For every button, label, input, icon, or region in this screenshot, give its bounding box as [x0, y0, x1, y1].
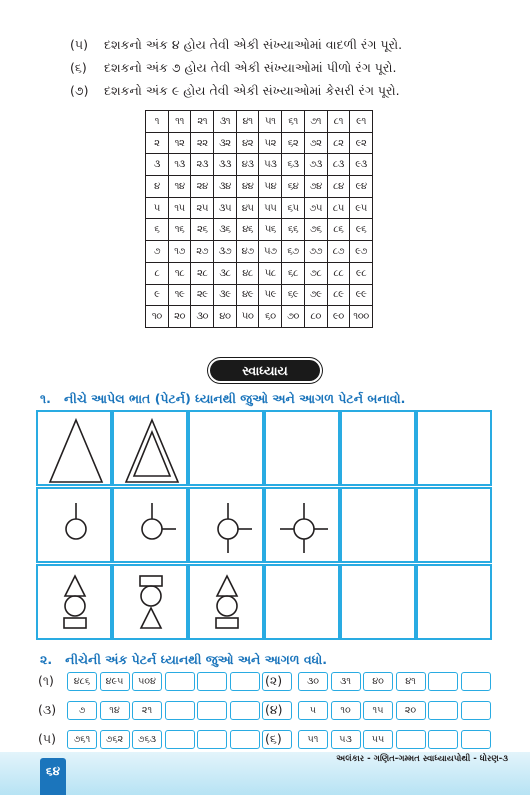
grid-cell[interactable]: ૯૩: [350, 154, 373, 176]
sequence-label: (૪): [265, 702, 283, 717]
pattern-answer-box[interactable]: [416, 410, 492, 486]
grid-cell[interactable]: ૮૮: [327, 262, 350, 284]
grid-cell[interactable]: ૩: [146, 154, 169, 176]
sequence-answer-box[interactable]: [197, 701, 227, 720]
grid-cell[interactable]: ૧૦: [146, 306, 169, 328]
grid-cell[interactable]: ૧૯: [168, 284, 191, 306]
grid-cell[interactable]: ૫૬: [259, 219, 282, 241]
grid-cell[interactable]: ૪૫: [236, 197, 259, 219]
grid-cell[interactable]: ૭૯: [304, 284, 327, 306]
grid-cell[interactable]: ૫૨: [259, 132, 282, 154]
grid-cell[interactable]: ૪૬: [236, 219, 259, 241]
grid-cell[interactable]: ૨: [146, 132, 169, 154]
grid-cell[interactable]: ૭૮: [304, 262, 327, 284]
grid-cell[interactable]: ૮૭: [327, 241, 350, 263]
sequence-value: ૫૧: [298, 730, 328, 749]
pattern-box: [188, 487, 264, 563]
grid-cell[interactable]: ૪૦: [214, 306, 237, 328]
pattern-shape: [38, 566, 114, 642]
sequence-value: ૧૪: [100, 701, 130, 720]
grid-cell[interactable]: ૯: [146, 284, 169, 306]
pattern-box: [264, 487, 340, 563]
sequence-answer-box[interactable]: [428, 701, 458, 720]
grid-cell[interactable]: ૭૪: [304, 176, 327, 198]
sequence-answer-box[interactable]: [461, 701, 491, 720]
page-number: ૬૪: [40, 758, 66, 795]
pattern-shape: [38, 489, 114, 565]
grid-cell[interactable]: ૬૮: [282, 262, 305, 284]
pattern-box: [112, 410, 188, 486]
pattern-answer-box[interactable]: [340, 487, 416, 563]
grid-cell[interactable]: ૩૯: [214, 284, 237, 306]
instruction-6: (૬) દશકનો અંક ૭ હોય તેવી એકી સંખ્યાઓમાં પીળો રંગ પૂરો.: [70, 60, 397, 75]
sequence-answer-box[interactable]: [230, 672, 260, 691]
grid-cell[interactable]: ૨૪: [191, 176, 214, 198]
sequence-value: ૭૬૧: [67, 730, 97, 749]
grid-cell[interactable]: ૩૭: [214, 241, 237, 263]
sequence-answer-box[interactable]: [165, 701, 195, 720]
grid-row: [146, 241, 373, 263]
grid-cell[interactable]: ૯૫: [350, 197, 373, 219]
grid-cell[interactable]: ૧૬: [168, 219, 191, 241]
pattern-box: [36, 410, 112, 486]
sequence-value: ૧૦: [331, 701, 361, 720]
sequence-answer-box[interactable]: [428, 672, 458, 691]
grid-cell[interactable]: ૭૧: [304, 111, 327, 133]
grid-row: [146, 197, 373, 219]
instruction-5: (૫) દશકનો અંક ૪ હોય તેવી એકી સંખ્યાઓમાં વાદળી રંગ પૂરો.: [70, 37, 403, 52]
grid-cell[interactable]: ૧૭: [168, 241, 191, 263]
sequence-label: (૫): [38, 731, 56, 746]
grid-cell[interactable]: ૪૪: [236, 176, 259, 198]
sequence-answer-box[interactable]: [165, 730, 195, 749]
grid-cell[interactable]: ૯૯: [350, 284, 373, 306]
grid-cell[interactable]: ૬૩: [282, 154, 305, 176]
grid-cell[interactable]: ૨૨: [191, 132, 214, 154]
grid-row: [146, 111, 373, 133]
sequence-value: ૧૫: [363, 701, 393, 720]
grid-cell[interactable]: ૬: [146, 219, 169, 241]
grid-cell[interactable]: ૪: [146, 176, 169, 198]
sequence-value: ૭૬૩: [132, 730, 162, 749]
grid-cell[interactable]: ૭૫: [304, 197, 327, 219]
question-1-title: ૧. નીચે આપેલ ભાત (પેટર્ન) ધ્યાનથી જુઓ અને આગળ પેટર્ન બનાવો.: [40, 391, 406, 406]
hundred-grid: [145, 110, 373, 328]
grid-cell[interactable]: ૩૦: [191, 306, 214, 328]
grid-cell[interactable]: ૨૩: [191, 154, 214, 176]
grid-cell[interactable]: ૮૪: [327, 176, 350, 198]
grid-cell[interactable]: ૬૦: [259, 306, 282, 328]
pattern-shape: [114, 489, 190, 565]
sequence-value: ૨૧: [132, 701, 162, 720]
pattern-answer-box[interactable]: [264, 564, 340, 640]
grid-cell[interactable]: ૮૨: [327, 132, 350, 154]
grid-cell[interactable]: ૫૭: [259, 241, 282, 263]
grid-cell[interactable]: ૪૨: [236, 132, 259, 154]
grid-cell[interactable]: ૭૭: [304, 241, 327, 263]
question-2-title: ૨. નીચેની અંક પેટર્ન ધ્યાનથી જુઓ અને આગળ વધો.: [40, 652, 327, 667]
sequence-answer-box[interactable]: [197, 672, 227, 691]
grid-cell[interactable]: ૯૧: [350, 111, 373, 133]
grid-cell[interactable]: ૯૬: [350, 219, 373, 241]
sequence-label: (૬): [265, 731, 282, 746]
grid-cell[interactable]: ૫૧: [259, 111, 282, 133]
pattern-answer-box[interactable]: [340, 564, 416, 640]
pattern-box: [112, 564, 188, 640]
grid-cell[interactable]: ૫: [146, 197, 169, 219]
grid-cell[interactable]: ૯૪: [350, 176, 373, 198]
grid-row: [146, 132, 373, 154]
grid-cell[interactable]: ૧૪: [168, 176, 191, 198]
grid-cell[interactable]: ૧૨: [168, 132, 191, 154]
grid-cell[interactable]: ૧: [146, 111, 169, 133]
sequence-value: ૪૧: [396, 672, 426, 691]
grid-cell[interactable]: ૬૯: [282, 284, 305, 306]
grid-cell[interactable]: ૨૦: [168, 306, 191, 328]
grid-cell[interactable]: ૨૬: [191, 219, 214, 241]
grid-cell[interactable]: ૨૯: [191, 284, 214, 306]
grid-cell[interactable]: ૮: [146, 262, 169, 284]
grid-cell[interactable]: ૬૭: [282, 241, 305, 263]
pattern-shape: [114, 566, 190, 642]
grid-row: [146, 219, 373, 241]
grid-cell[interactable]: ૧૦૦: [350, 306, 373, 328]
grid-row: [146, 176, 373, 198]
pattern-shape: [114, 412, 190, 488]
sequence-answer-box[interactable]: [230, 701, 260, 720]
grid-cell[interactable]: ૮૫: [327, 197, 350, 219]
grid-cell[interactable]: ૩૬: [214, 219, 237, 241]
sequence-value: ૫: [298, 701, 328, 720]
sequence-value: ૫૦૪: [132, 672, 162, 691]
sequence-answer-box[interactable]: [197, 730, 227, 749]
grid-cell[interactable]: ૨૭: [191, 241, 214, 263]
grid-cell[interactable]: ૬૪: [282, 176, 305, 198]
grid-cell[interactable]: ૮૩: [327, 154, 350, 176]
sequence-value: ૫૫: [363, 730, 393, 749]
pattern-answer-box[interactable]: [416, 487, 492, 563]
sequence-answer-box[interactable]: [461, 730, 491, 749]
grid-cell[interactable]: ૮૦: [304, 306, 327, 328]
pattern-box: [112, 487, 188, 563]
pattern-box: [36, 487, 112, 563]
grid-cell[interactable]: ૭: [146, 241, 169, 263]
sequence-label: (૧): [38, 673, 54, 688]
grid-cell[interactable]: ૩૨: [214, 132, 237, 154]
grid-cell[interactable]: ૭૩: [304, 154, 327, 176]
grid-cell[interactable]: ૩૪: [214, 176, 237, 198]
grid-cell[interactable]: ૫૩: [259, 154, 282, 176]
grid-row: [146, 284, 373, 306]
grid-cell[interactable]: ૯૦: [327, 306, 350, 328]
section-banner: સ્વાધ્યાય: [210, 360, 320, 381]
grid-cell[interactable]: ૧૩: [168, 154, 191, 176]
grid-cell[interactable]: ૭૦: [282, 306, 305, 328]
grid-cell[interactable]: ૫૦: [236, 306, 259, 328]
grid-cell[interactable]: ૨૧: [191, 111, 214, 133]
pattern-box: [36, 564, 112, 640]
pattern-answer-box[interactable]: [188, 410, 264, 486]
sequence-value: ૭૬૨: [100, 730, 130, 749]
grid-cell[interactable]: ૮૬: [327, 219, 350, 241]
grid-cell[interactable]: ૨૮: [191, 262, 214, 284]
grid-cell[interactable]: ૩૫: [214, 197, 237, 219]
grid-row: [146, 154, 373, 176]
grid-cell[interactable]: ૫૯: [259, 284, 282, 306]
sequence-answer-box[interactable]: [165, 672, 195, 691]
pattern-answer-box[interactable]: [340, 410, 416, 486]
pattern-answer-box[interactable]: [416, 564, 492, 640]
grid-cell[interactable]: ૯૨: [350, 132, 373, 154]
grid-cell[interactable]: ૯૮: [350, 262, 373, 284]
grid-cell[interactable]: ૧૫: [168, 197, 191, 219]
sequence-value: ૩૦: [298, 672, 328, 691]
pattern-shape: [190, 566, 266, 642]
grid-cell[interactable]: ૮૧: [327, 111, 350, 133]
grid-cell[interactable]: ૧૮: [168, 262, 191, 284]
sequence-value: ૫૩: [331, 730, 361, 749]
grid-cell[interactable]: ૩૧: [214, 111, 237, 133]
grid-cell[interactable]: ૪૯: [236, 284, 259, 306]
sequence-answer-box[interactable]: [396, 730, 426, 749]
sequence-value: ૪૦: [363, 672, 393, 691]
grid-cell[interactable]: ૩૮: [214, 262, 237, 284]
grid-cell[interactable]: ૩૩: [214, 154, 237, 176]
grid-cell[interactable]: ૪૩: [236, 154, 259, 176]
grid-cell[interactable]: ૪૭: [236, 241, 259, 263]
grid-cell[interactable]: ૨૫: [191, 197, 214, 219]
grid-cell[interactable]: ૬૬: [282, 219, 305, 241]
sequence-value: ૪૮૬: [67, 672, 97, 691]
grid-cell[interactable]: ૬૨: [282, 132, 305, 154]
grid-cell[interactable]: ૭૨: [304, 132, 327, 154]
grid-cell[interactable]: ૬૫: [282, 197, 305, 219]
pattern-shape: [266, 489, 342, 565]
pattern-answer-box[interactable]: [264, 410, 340, 486]
sequence-answer-box[interactable]: [230, 730, 260, 749]
sequence-label: (૩): [38, 702, 57, 717]
sequence-value: ૩૧: [331, 672, 361, 691]
grid-cell[interactable]: ૫૮: [259, 262, 282, 284]
grid-cell[interactable]: ૪૧: [236, 111, 259, 133]
grid-row: [146, 306, 373, 328]
grid-cell[interactable]: ૯૭: [350, 241, 373, 263]
sequence-value: ૭: [67, 701, 97, 720]
grid-cell[interactable]: ૭૬: [304, 219, 327, 241]
sequence-value: ૪૯૫: [100, 672, 130, 691]
sequence-answer-box[interactable]: [461, 672, 491, 691]
grid-cell[interactable]: ૧૧: [168, 111, 191, 133]
grid-cell[interactable]: ૪૮: [236, 262, 259, 284]
pattern-shape: [190, 489, 266, 565]
instruction-7: (૭) દશકનો અંક ૯ હોય તેવી એકી સંખ્યાઓમાં કેસરી રંગ પૂરો.: [70, 83, 400, 98]
grid-row: [146, 262, 373, 284]
grid-cell[interactable]: ૫૫: [259, 197, 282, 219]
footer-title: અલંકાર - ગણિત-ગમ્મત સ્વાધ્યાયપોથી - ધોરણ-૩: [336, 754, 508, 764]
pattern-box: [188, 564, 264, 640]
grid-cell[interactable]: ૫૪: [259, 176, 282, 198]
grid-cell[interactable]: ૮૯: [327, 284, 350, 306]
sequence-value: ૨૦: [396, 701, 426, 720]
grid-cell[interactable]: ૬૧: [282, 111, 305, 133]
sequence-answer-box[interactable]: [428, 730, 458, 749]
sequence-label: (૨): [265, 673, 283, 688]
pattern-shape: [38, 412, 114, 488]
